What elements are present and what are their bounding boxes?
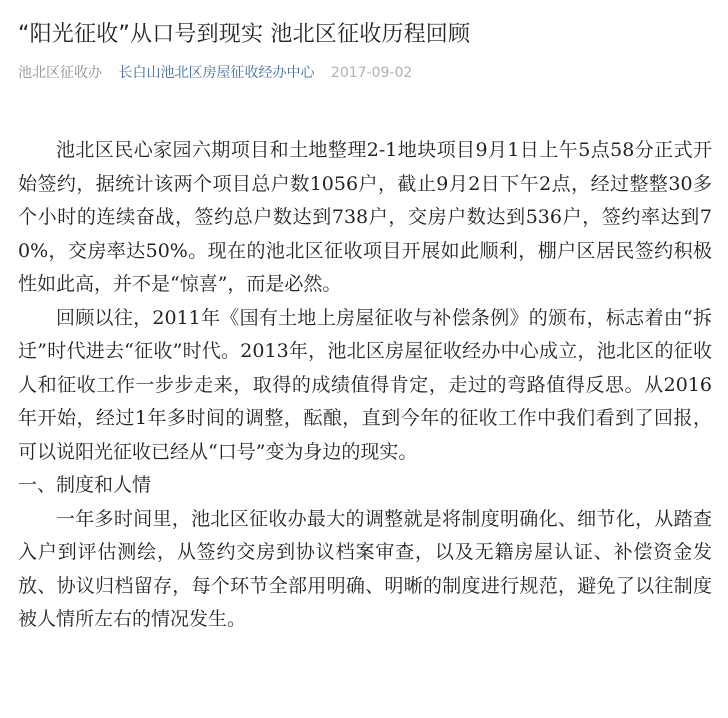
paragraph-1: 池北区民心家园六期项目和土地整理2-1地块项目9月1日上午5点58分正式开始签约，据统计该两个项目总户数1056户，截止9月2日下午2点，经过整整30多个小时的连续奋战，签约总户数达到738户，交房户数达到536户，签约率达到70%，交房率达50%。现在的池北区征收项目开展如此顺利，棚户区居民签约积极性如此高，并不是“惊喜”，而是必然。 xyxy=(18,139,712,295)
article-meta xyxy=(18,62,712,84)
publish-date: 2017-09-02 xyxy=(330,65,413,81)
article-source: 池北区征收办 xyxy=(18,65,102,81)
section-heading: 一、制度和人情 xyxy=(18,474,152,496)
article-title: “阳光征收”从口号到现实 池北区征收历程回顾 xyxy=(18,22,471,47)
paragraph-3: 一年多时间里，池北区征收办最大的调整就是将制度明确化、细节化，从踏查入户到评估测绘，从签约交房到协议档案审查，以及无籍房屋认证、补偿资金发放、协议归档留存，每个环节全部用明确、明晰的制度进行规范，避免了以往制度被人情所左右的情况发生。 xyxy=(18,507,712,630)
paragraph-2: 回顾以往，2011年《国有土地上房屋征收与补偿条例》的颁布，标志着由“拆迁”时代进去“征收”时代。2013年，池北区房屋征收经办中心成立，池北区的征收人和征收工作一步步走来，取得的成绩值得肯定，走过的弯路值得反思。从2016年开始，经过1年多时间的调整，酝酿，直到今年的征收工作中我们看到了回报，可以说阳光征收已经从“口号”变为身边的现实。 xyxy=(18,306,712,463)
article-content xyxy=(18,134,712,637)
account-name-link[interactable]: 长白山池北区房屋征收经办中心 xyxy=(118,65,315,81)
